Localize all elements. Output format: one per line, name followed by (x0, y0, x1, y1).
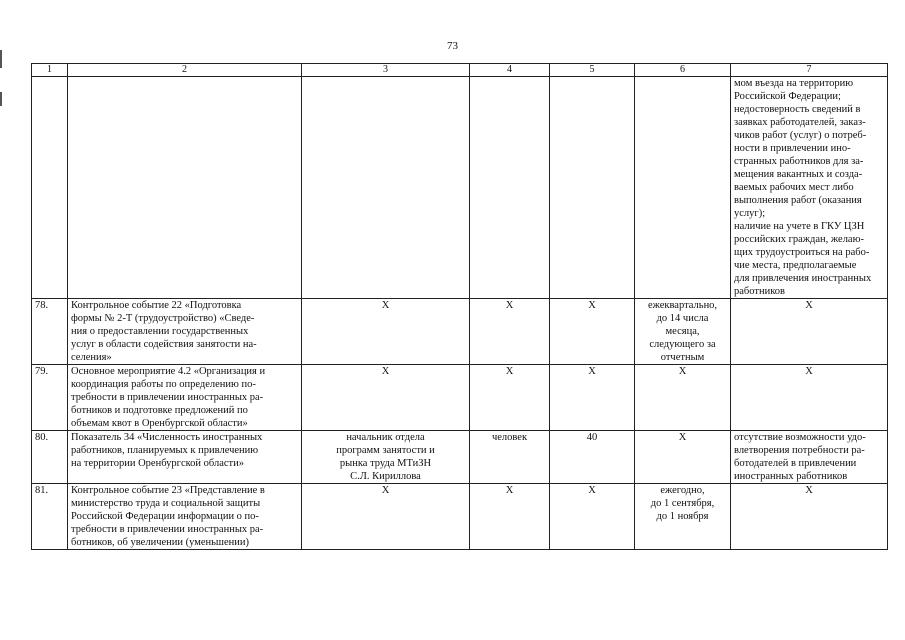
text-line: программ занятости и (336, 445, 435, 456)
text-line: ботников, об увеличении (уменьшении) (71, 537, 250, 548)
text-line: Х (505, 485, 514, 496)
responsible-cell (302, 431, 470, 484)
text-line: Х (381, 366, 390, 377)
row-number-cell: 80. (32, 431, 68, 484)
text-line: Х (588, 366, 596, 377)
text-line: услуг в области содействия занятости на- (71, 339, 257, 350)
text-line: до 1 ноября (656, 511, 709, 522)
responsible-cell (302, 299, 470, 365)
text-line: Показатель 34 «Численность иностранных (71, 432, 263, 443)
text-line: ния о предоставлении государственных (71, 326, 249, 337)
deadline-cell (635, 431, 731, 484)
binding-mark (0, 92, 2, 106)
text-line: ботодателей в привлечении (734, 458, 857, 469)
text-line: месяца, (665, 326, 700, 337)
text-line: Основное мероприятие 4.2 «Организация и (71, 366, 266, 377)
continuation-row (32, 77, 888, 299)
risk-cell (731, 484, 888, 550)
text-line: мещения вакантных и созда- (734, 169, 863, 180)
text-line: следующего за (649, 339, 716, 350)
text-line: до 1 сентября, (650, 498, 715, 509)
text-line: странных работников для за- (734, 156, 864, 167)
text-line: Контрольное событие 22 «Подготовка (71, 300, 242, 311)
table-row (32, 365, 888, 431)
table-row (32, 299, 888, 365)
header-cell: 3 (302, 64, 470, 77)
row-number-cell: 81. (32, 484, 68, 550)
unit-cell (470, 484, 550, 550)
text-line: 40 (586, 432, 598, 443)
header-cell: 6 (635, 64, 731, 77)
text-line: начальник отдела (346, 432, 425, 443)
text-line: координация работы по определению по- (71, 379, 256, 390)
text-line: Х (805, 300, 813, 311)
text-line: требности в привлечении иностранных ра- (71, 524, 264, 535)
text-line: селения» (71, 352, 112, 363)
text-line: наличие на учете в ГКУ ЦЗН (734, 221, 865, 232)
deadline-cell (635, 484, 731, 550)
text-line: заявках работодателей, заказ- (734, 117, 866, 128)
value-cell (550, 365, 635, 431)
text-line: влетворения потребности ра- (734, 445, 865, 456)
text-line: человек (491, 432, 528, 443)
row-number-cell: 78. (32, 299, 68, 365)
description-cell (68, 431, 302, 484)
responsible-cell (302, 484, 470, 550)
text-line: ности в привлечении ино- (734, 143, 851, 154)
description-cell (68, 299, 302, 365)
header-row (32, 64, 888, 77)
risk-cell (731, 431, 888, 484)
text-line: Х (678, 366, 687, 377)
text-line: Х (805, 485, 813, 496)
text-line: отсутствие возможности удо- (734, 432, 866, 443)
text-line: Контрольное событие 23 «Представление в (71, 485, 265, 496)
text-line: Х (505, 366, 514, 377)
text-line: ежегодно, (660, 485, 705, 496)
text-line: Х (805, 366, 813, 377)
header-cell: 4 (470, 64, 550, 77)
text-line: на территории Оренбургской области» (71, 458, 245, 469)
value-cell (550, 77, 635, 299)
description-cell (68, 77, 302, 299)
deadline-cell (635, 77, 731, 299)
text-line: формы № 2-Т (трудоустройство) «Сведе- (71, 313, 255, 324)
text-line: для привлечения иностранных (734, 273, 872, 284)
description-cell (68, 484, 302, 550)
text-line: ботников и подготовке предложений по (71, 405, 248, 416)
text-line: работников, планируемых к привлечению (71, 445, 259, 456)
header-cell: 7 (731, 64, 888, 77)
text-line: до 14 числа (656, 313, 709, 324)
header-cell: 5 (550, 64, 635, 77)
deadline-cell (635, 299, 731, 365)
plan-table (31, 63, 888, 550)
text-line: чие места, предполагаемые (734, 260, 857, 271)
text-line: иностранных работников (734, 471, 848, 482)
text-line: щих трудоустроиться на рабо- (734, 247, 870, 258)
text-line: выполнения работ (оказания (734, 195, 862, 206)
table-row (32, 484, 888, 550)
risk-cell (731, 299, 888, 365)
description-cell (68, 365, 302, 431)
risk-cell (731, 77, 888, 299)
text-line: ежеквартально, (647, 300, 718, 311)
text-line: Х (588, 300, 596, 311)
table-row (32, 431, 888, 484)
text-line: требности в привлечении иностранных ра- (71, 392, 264, 403)
responsible-cell (302, 77, 470, 299)
text-line: недостоверность сведений в (734, 104, 861, 115)
text-line: Российской Федерации информации о по- (71, 511, 259, 522)
text-line: отчетным (660, 352, 705, 363)
text-line: услуг); (734, 208, 766, 219)
responsible-cell (302, 365, 470, 431)
text-line: С.Л. Кириллова (350, 471, 421, 482)
text-line: чиков работ (услуг) о потреб- (734, 130, 867, 141)
text-line: Х (381, 300, 390, 311)
value-cell (550, 299, 635, 365)
risk-cell (731, 365, 888, 431)
text-line: ваемых рабочих мест либо (734, 182, 854, 193)
value-cell (550, 431, 635, 484)
text-line: российских граждан, желаю- (734, 234, 864, 245)
unit-cell (470, 365, 550, 431)
header-cell: 1 (32, 64, 68, 77)
text-line: Х (505, 300, 514, 311)
text-line: министерство труда и социальной защиты (71, 498, 261, 509)
header-cell: 2 (68, 64, 302, 77)
value-cell (550, 484, 635, 550)
row-number-cell (32, 77, 68, 299)
deadline-cell (635, 365, 731, 431)
page-number: 73 (447, 40, 458, 52)
text-line: Х (381, 485, 390, 496)
text-line: Российской Федерации; (734, 91, 841, 102)
text-line: Х (678, 432, 687, 443)
unit-cell (470, 299, 550, 365)
binding-mark (0, 50, 2, 68)
unit-cell (470, 77, 550, 299)
text-line: Х (588, 485, 596, 496)
text-line: работников (734, 286, 785, 297)
text-line: рынка труда МТиЗН (339, 458, 432, 469)
unit-cell (470, 431, 550, 484)
row-number-cell: 79. (32, 365, 68, 431)
text-line: мом въезда на территорию (734, 78, 854, 89)
text-line: объемам квот в Оренбургской области» (71, 418, 248, 429)
